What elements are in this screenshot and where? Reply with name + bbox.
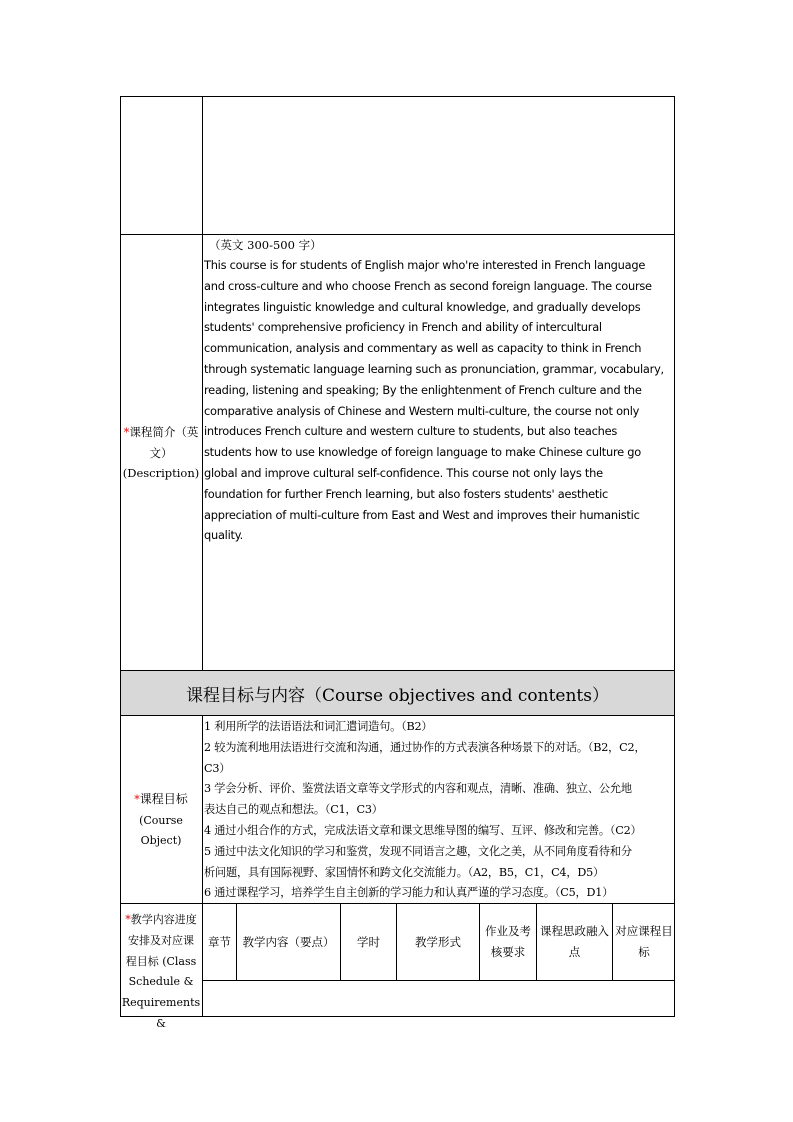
description-line: students' comprehensive proficiency in French and ability of intercultural: [204, 320, 602, 335]
description-line: global and improve cultural self-confidence. This course not only lays the: [204, 465, 603, 480]
schedule-header-hours: 学时: [357, 934, 380, 949]
objective-item: 1 利用所学的法语语法和词汇遣词造句。（B2）: [204, 720, 433, 733]
objective-item: 5 通过中法文化知识的学习和鉴赏，发现不同语言之趣，文化之美，从不同角度看待和分: [204, 844, 632, 858]
section-title: 课程目标与内容（Course objectives and contents）: [120, 670, 675, 716]
schedule-label: [120, 910, 202, 1035]
description-line: integrates linguistic knowledge and cultural knowledge, and gradually develops: [204, 299, 641, 314]
description-line: reading, listening and speaking; By the enlightenment of French culture and the: [204, 382, 642, 397]
schedule-label-line: Schedule &: [128, 975, 194, 989]
schedule-header-objectives: 对应课程目标: [615, 924, 673, 959]
objectives-label: [120, 789, 202, 852]
schedule-label-line: Requirements &: [121, 996, 201, 1030]
description-line: introduces French culture and western culture to students, but also teaches: [204, 424, 618, 439]
schedule-header-ideology: 课程思政融入点: [540, 924, 609, 959]
description-label: [120, 422, 202, 484]
description-line: foundation for further French learning, but also fosters students' aesthetic: [204, 486, 609, 501]
objective-item: 6 通过课程学习，培养学生自主创新的学习能力和认真严谨的学习态度。（C5，D1）: [204, 886, 614, 900]
top-row-divider: [202, 96, 203, 235]
schedule-header-assignment: 作业及考核要求: [485, 924, 531, 959]
description-line: quality.: [204, 528, 243, 543]
objectives-row-divider: [202, 715, 203, 904]
objectives-list: [204, 717, 674, 904]
objective-item: 4 通过小组合作的方式，完成法语文章和课文思维导图的编写、互评、修改和完善。（C2）: [204, 823, 642, 837]
description-line: through systematic language learning such as pronunciation, grammar, vocabulary,: [204, 361, 664, 376]
required-mark: *: [134, 793, 140, 806]
description-line: This course is for students of English major who're interested in French language: [204, 258, 646, 272]
required-mark: *: [123, 425, 130, 439]
top-row: [120, 96, 675, 235]
description-label-en: (Description): [122, 466, 200, 480]
description-line: and cross-culture and who choose French as second foreign language. The course: [204, 278, 652, 293]
schedule-col-divider: [479, 903, 480, 980]
objectives-label-en: (Course Object): [139, 813, 183, 847]
description-row-divider: [202, 234, 203, 671]
objective-item: 2 较为流利地用法语进行交流和沟通，通过协作的方式表演各种场景下的对话。（B2，C2，: [204, 740, 646, 754]
objective-item: 3 学会分析、评价、鉴赏法语文章等文学形式的内容和观点，清晰、准确、独立、公允地: [204, 782, 632, 796]
schedule-header-bottom: [202, 980, 675, 981]
required-mark: *: [125, 913, 131, 926]
objectives-label-zh: 课程目标: [139, 792, 188, 806]
schedule-header-format: 教学形式: [415, 934, 461, 949]
description-line: comparative analysis of Chinese and Western multi-culture, the course not only: [204, 403, 640, 418]
objective-item: 析问题，具有国际视野、家国情怀和跨文化交流能力。（A2，B5，C1，C4，D5）: [204, 865, 605, 879]
schedule-label-line: 教学内容进度: [130, 913, 197, 926]
description-word-limit: （英文 300-500 字）: [209, 238, 322, 252]
objective-item: 表达自己的观点和想法。（C1，C3）: [204, 803, 383, 817]
description-text: [204, 255, 674, 546]
objective-item: C3）: [204, 761, 231, 775]
schedule-label-line: 程目标 (Class: [125, 954, 197, 968]
schedule-label-line: 安排及对应课: [128, 933, 194, 947]
description-line: appreciation of multi-culture from East and West and improves their humanistic: [204, 507, 640, 522]
schedule-header-chapter: 章节: [208, 934, 231, 949]
description-line: communication, analysis and commentary as well as capacity to think in French: [204, 341, 642, 356]
description-line: students how to use knowledge of foreign language to make Chinese culture go: [204, 445, 642, 460]
description-label-zh: 课程简介（英文）: [129, 425, 199, 460]
schedule-header-content: 教学内容（要点）: [242, 934, 335, 949]
